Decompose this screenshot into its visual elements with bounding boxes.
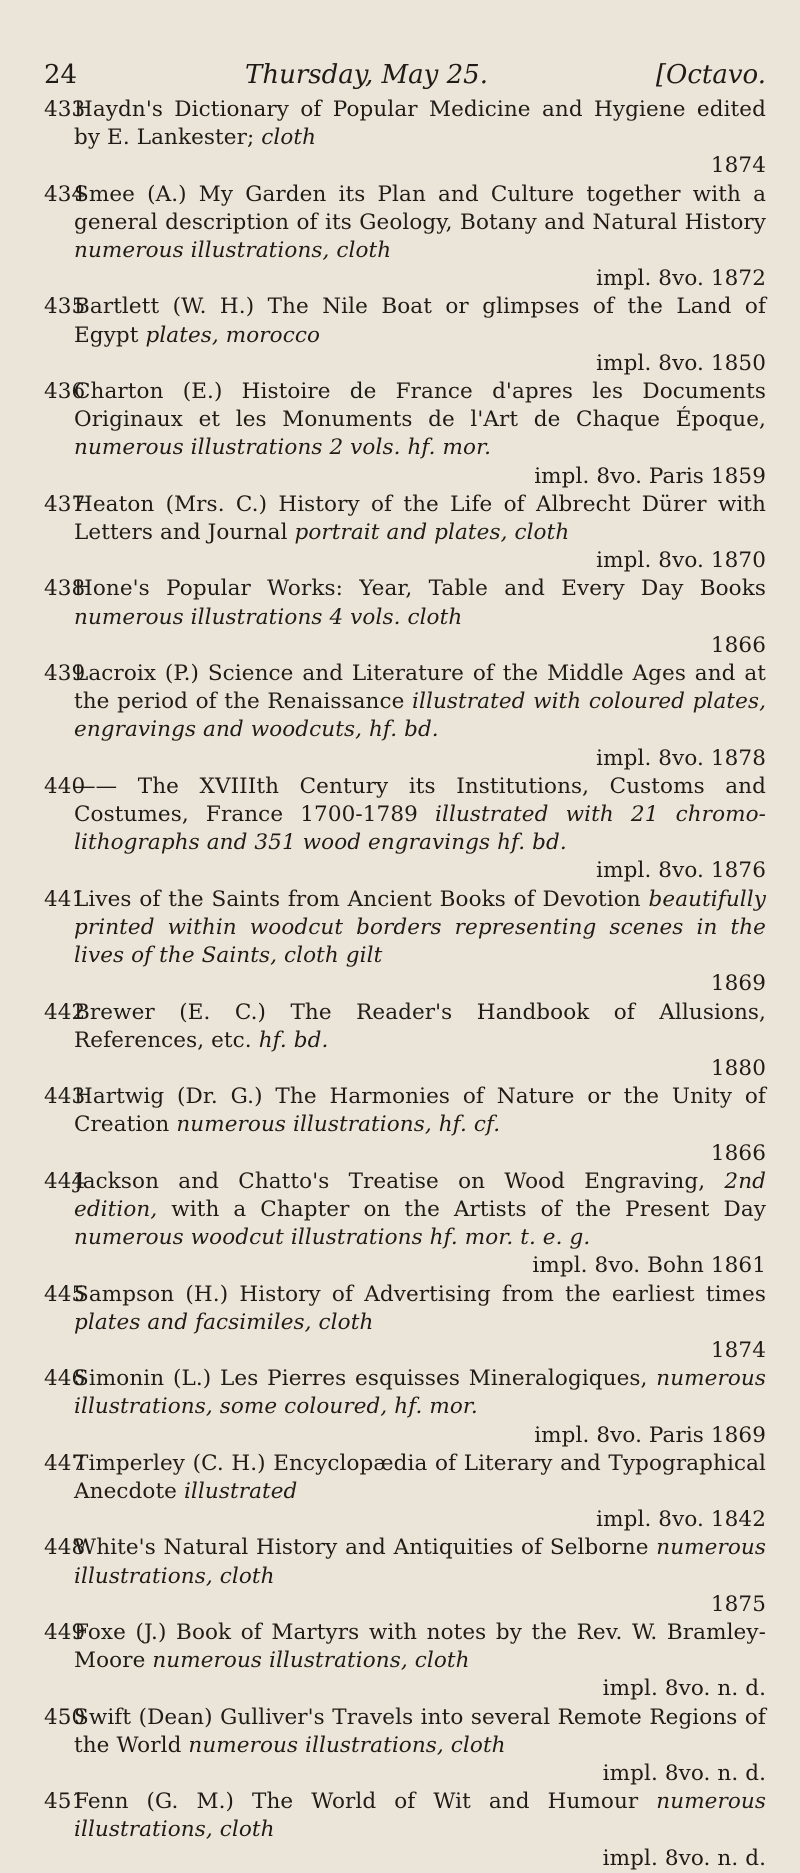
- lot-title: Bartlett (W. H.) The Nile Boat or glimpses of the Land of Egypt: [74, 294, 766, 348]
- lot-entry: [44, 773, 766, 886]
- lot-description: [74, 96, 766, 181]
- lot-details: numerous illustrations, cloth: [74, 238, 392, 264]
- lot-entry: [44, 181, 766, 294]
- lot-title: Lives of the Saints from Ancient Books of Devotion: [74, 886, 641, 912]
- lot-imprint: impl. 8vo. Paris 1859: [534, 463, 766, 489]
- lot-number: 434: [44, 181, 86, 207]
- lot-details-continued: numerous woodcut illustrations hf. mor. t. e. g.: [74, 1225, 591, 1251]
- lot-number: 450: [44, 1704, 86, 1730]
- lot-list: [44, 96, 766, 1873]
- lot-imprint: impl. 8vo. 1872: [596, 266, 766, 292]
- lot-imprint: impl. 8vo. 1850: [596, 350, 766, 376]
- lot-imprint: impl. 8vo. n. d.: [602, 1676, 766, 1702]
- lot-entry: [44, 293, 766, 378]
- lot-description: [74, 1704, 766, 1789]
- lot-details: numerous illustrations, cloth: [152, 1648, 470, 1674]
- lot-number: 449: [44, 1619, 86, 1645]
- lot-imprint: impl. 8vo. n. d.: [602, 1845, 766, 1871]
- lot-entry: [44, 1281, 766, 1366]
- lot-imprint: impl. 8vo. 1876: [596, 858, 766, 884]
- lot-number: 445: [44, 1281, 86, 1307]
- lot-title: White's Natural History and Antiquities of Selborne: [74, 1535, 649, 1561]
- lot-imprint: impl. 8vo. Bohn 1861: [532, 1253, 766, 1279]
- lot-details: numerous illustrations 2 vols. hf. mor.: [74, 435, 492, 461]
- lot-number: 436: [44, 379, 86, 405]
- lot-title: Sampson (H.) History of Advertising from the earliest times: [74, 1281, 766, 1307]
- lot-description: [74, 1619, 766, 1704]
- lot-description: [74, 1788, 766, 1873]
- lot-description: [74, 293, 766, 378]
- lot-number: 437: [44, 491, 86, 517]
- lot-imprint: impl. 8vo. 1878: [596, 745, 766, 771]
- lot-number: 435: [44, 294, 86, 320]
- lot-entry: [44, 1788, 766, 1873]
- lot-details: 2nd edition,: [74, 1168, 767, 1222]
- lot-details: plates, morocco: [145, 322, 321, 348]
- lot-description: [74, 181, 766, 294]
- lot-entry: [44, 1168, 766, 1281]
- lot-details: numerous illustrations, cloth: [74, 1535, 766, 1589]
- lot-details: cloth: [261, 125, 317, 151]
- lot-title: Heaton (Mrs. C.) History of the Life of Albrecht Dürer with Letters and Journal: [74, 491, 766, 546]
- ditto-dash: ——: [74, 773, 118, 799]
- lot-number: 440: [44, 773, 86, 799]
- lot-details: numerous illustrations, cloth: [188, 1732, 506, 1758]
- page-number: 24: [44, 60, 78, 90]
- lot-description: [74, 1083, 766, 1168]
- lot-title: Charton (E.) Histoire de France d'apres les Documents Originaux et les Monuments de l'Art de Chaque Époque,: [74, 379, 766, 433]
- lot-details: numerous illustrations, cloth: [74, 1789, 767, 1843]
- lot-description: [74, 886, 766, 999]
- lot-imprint: 1880: [710, 1055, 766, 1081]
- format-section: [Octavo.: [655, 60, 766, 90]
- lot-description: [74, 999, 766, 1084]
- lot-title: Hone's Popular Works: Year, Table and Every Day Books: [74, 576, 766, 602]
- page-header: [44, 60, 766, 100]
- lot-imprint: 1866: [710, 1140, 766, 1166]
- lot-imprint: impl. 8vo. 1870: [596, 548, 766, 574]
- lot-details: plates and facsimiles, cloth: [74, 1309, 374, 1335]
- lot-entry: [44, 378, 766, 491]
- lot-title: Fenn (G. M.) The World of Wit and Humour: [74, 1789, 639, 1815]
- lot-title: Hartwig (Dr. G.) The Harmonies of Nature or the Unity of Creation: [74, 1084, 766, 1138]
- lot-imprint: impl. 8vo. 1842: [596, 1507, 766, 1533]
- lot-description: [74, 1365, 766, 1450]
- lot-imprint: 1875: [710, 1591, 766, 1617]
- lot-title: Simonin (L.) Les Pierres esquisses Mineralogiques,: [74, 1366, 648, 1392]
- lot-entry: [44, 1083, 766, 1168]
- lot-number: 438: [44, 576, 86, 602]
- lot-description: [74, 575, 766, 660]
- lot-number: 442: [44, 999, 86, 1025]
- lot-number: 433: [44, 97, 86, 122]
- lot-description: [74, 1534, 766, 1619]
- lot-imprint: impl. 8vo. Paris 1869: [534, 1422, 766, 1448]
- lot-imprint: 1874: [710, 153, 766, 179]
- lot-title: Lacroix (P.) Science and Literature of the Middle Ages and at the period of the Renaissance: [74, 661, 766, 715]
- lot-title: Timperley (C. H.) Encyclopædia of Literary and Typographical Anecdote: [74, 1450, 766, 1504]
- lot-entry: [44, 575, 766, 660]
- lot-title: Foxe (J.) Book of Martyrs with notes by the Rev. W. Bramley-Moore: [74, 1619, 766, 1674]
- lot-description: [74, 491, 766, 576]
- lot-description: [74, 1168, 766, 1281]
- lot-title: The XVIIIth Century its Institutions, Customs and Costumes, France 1700-1789: [74, 773, 766, 828]
- lot-title: Swift (Dean) Gulliver's Travels into several Remote Regions of the World: [74, 1704, 766, 1758]
- lot-details: numerous illustrations 4 vols. cloth: [74, 604, 463, 630]
- lot-title: Jackson and Chatto's Treatise on Wood Engraving,: [74, 1168, 706, 1194]
- lot-details: beautifully printed within woodcut borders representing scenes in the lives of the Saints, cloth gilt: [74, 886, 766, 969]
- lot-entry: [44, 999, 766, 1084]
- lot-details: illustrated with 21 chromo-lithographs and 351 wood engravings hf. bd.: [74, 802, 767, 856]
- lot-entry: [44, 1534, 766, 1619]
- lot-entry: [44, 96, 766, 181]
- lot-title: Smee (A.) My Garden its Plan and Culture together with a general description of its Geology, Botany and Natural History: [74, 181, 766, 235]
- lot-title-continued: with a Chapter on the Artists of the Present Day: [171, 1196, 766, 1222]
- lot-imprint: 1869: [710, 971, 766, 997]
- lot-entry: [44, 1450, 766, 1535]
- lot-number: 446: [44, 1366, 86, 1392]
- lot-details: numerous illustrations, hf. cf.: [176, 1112, 501, 1138]
- lot-number: 443: [44, 1084, 86, 1110]
- lot-description: [74, 1281, 766, 1366]
- lot-entry: [44, 1365, 766, 1450]
- lot-details: illustrated with coloured plates, engravings and woodcuts, hf. bd.: [74, 689, 767, 743]
- lot-description: [74, 773, 766, 886]
- lot-entry: [44, 1619, 766, 1704]
- lot-imprint: 1866: [710, 632, 766, 658]
- lot-details: hf. bd.: [258, 1027, 329, 1053]
- lot-imprint: 1874: [710, 1337, 766, 1363]
- lot-number: 448: [44, 1535, 86, 1561]
- lot-title: Haydn's Dictionary of Popular Medicine and Hygiene edited by E. Lankester;: [74, 97, 766, 151]
- lot-entry: [44, 886, 766, 999]
- lot-entry: [44, 491, 766, 576]
- lot-details: illustrated: [183, 1478, 298, 1504]
- lot-details: numerous illustrations, some coloured, hf. mor.: [74, 1366, 766, 1420]
- lot-number: 447: [44, 1450, 86, 1476]
- lot-description: [74, 378, 766, 491]
- sale-date: Thursday, May 25.: [245, 60, 488, 90]
- lot-imprint: impl. 8vo. n. d.: [602, 1760, 766, 1786]
- lot-number: 451: [44, 1789, 86, 1815]
- lot-title: Brewer (E. C.) The Reader's Handbook of Allusions, References, etc.: [74, 999, 766, 1053]
- lot-number: 441: [44, 886, 86, 912]
- lot-entry: [44, 1704, 766, 1789]
- lot-number: 439: [44, 661, 86, 687]
- lot-details: portrait and plates, cloth: [294, 520, 570, 546]
- lot-number: 444: [44, 1168, 86, 1194]
- lot-entry: [44, 660, 766, 773]
- lot-description: [74, 1450, 766, 1535]
- lot-description: [74, 660, 766, 773]
